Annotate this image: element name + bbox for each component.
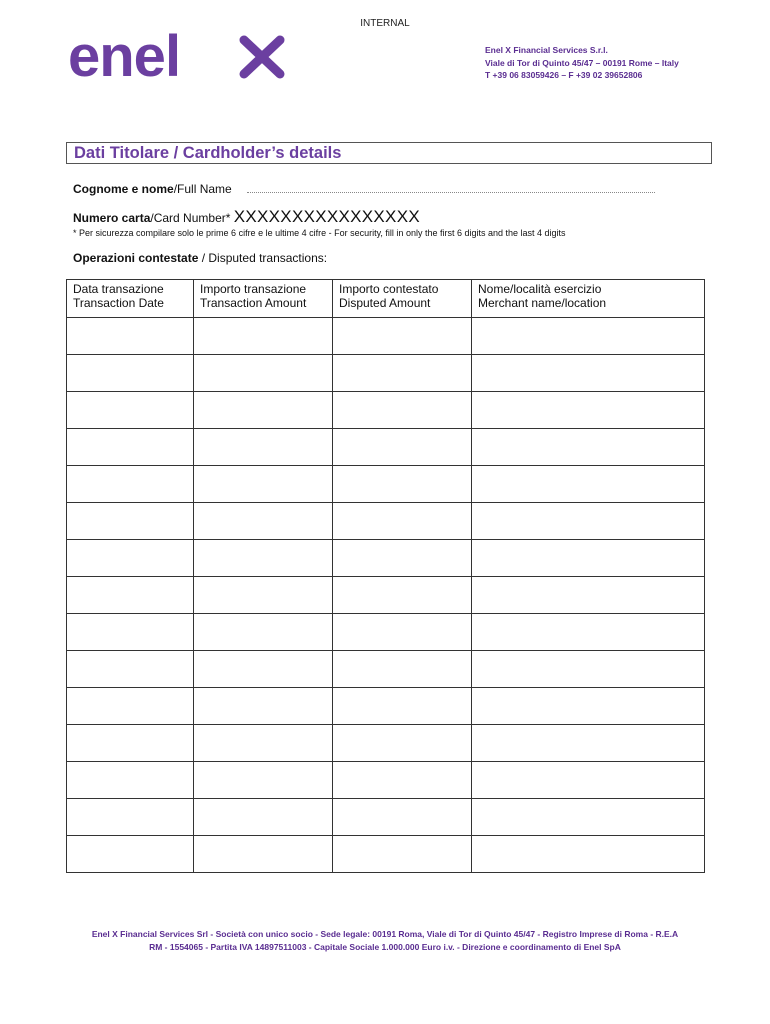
table-row bbox=[67, 614, 705, 651]
table-cell[interactable] bbox=[472, 540, 705, 577]
table-row bbox=[67, 836, 705, 873]
header-disputed-amount: Importo contestato Disputed Amount bbox=[333, 280, 472, 318]
classification-label: INTERNAL bbox=[360, 18, 410, 29]
table-cell[interactable] bbox=[472, 614, 705, 651]
table-header-row bbox=[67, 280, 705, 318]
table-cell[interactable] bbox=[67, 318, 194, 355]
table-cell[interactable] bbox=[472, 355, 705, 392]
table-cell[interactable] bbox=[194, 466, 333, 503]
ops-label-en: / Disputed transactions: bbox=[198, 251, 328, 265]
table-cell[interactable] bbox=[67, 836, 194, 873]
svg-text:enel: enel bbox=[68, 30, 181, 86]
enel-x-logo bbox=[68, 30, 288, 86]
security-note: * Per sicurezza compilare solo le prime 6 cifre e le ultime 4 cifre - For security, fill in only the first 6 digits and the last 4 digits bbox=[73, 228, 566, 238]
disputed-ops-row bbox=[73, 251, 327, 265]
table-row bbox=[67, 466, 705, 503]
table-row bbox=[67, 688, 705, 725]
table-row bbox=[67, 355, 705, 392]
table-cell[interactable] bbox=[472, 466, 705, 503]
table-cell[interactable] bbox=[333, 503, 472, 540]
table-cell[interactable] bbox=[194, 651, 333, 688]
table-cell[interactable] bbox=[67, 614, 194, 651]
footer bbox=[0, 928, 770, 954]
table-cell[interactable] bbox=[333, 540, 472, 577]
table-cell[interactable] bbox=[472, 503, 705, 540]
cardnumber-row bbox=[73, 207, 420, 227]
fullname-row bbox=[73, 181, 655, 196]
section-title: Dati Titolare / Cardholder’s details bbox=[66, 142, 712, 164]
ops-label-it: Operazioni contestate bbox=[73, 251, 199, 265]
table-cell[interactable] bbox=[333, 651, 472, 688]
table-cell[interactable] bbox=[67, 688, 194, 725]
table-cell[interactable] bbox=[472, 577, 705, 614]
table-cell[interactable] bbox=[333, 688, 472, 725]
cardnumber-label-en: /Card Number* bbox=[150, 211, 231, 225]
table-cell[interactable] bbox=[67, 725, 194, 762]
cardnumber-label-it: Numero carta bbox=[73, 211, 151, 225]
table-cell[interactable] bbox=[472, 799, 705, 836]
table-cell[interactable] bbox=[472, 725, 705, 762]
footer-line-1: Enel X Financial Services Srl - Società con unico socio - Sede legale: 00191 Roma, Viale di Tor di Quinto 45/47 - Registro Imprese di Roma - R.E.A bbox=[91, 929, 679, 939]
table-cell[interactable] bbox=[194, 503, 333, 540]
transactions-body bbox=[67, 318, 705, 873]
table-cell[interactable] bbox=[194, 540, 333, 577]
fullname-field[interactable] bbox=[247, 181, 655, 193]
table-cell[interactable] bbox=[194, 355, 333, 392]
table-cell[interactable] bbox=[67, 577, 194, 614]
table-row bbox=[67, 429, 705, 466]
table-cell[interactable] bbox=[333, 577, 472, 614]
table-cell[interactable] bbox=[472, 836, 705, 873]
table-cell[interactable] bbox=[194, 799, 333, 836]
table-cell[interactable] bbox=[472, 392, 705, 429]
table-cell[interactable] bbox=[472, 688, 705, 725]
table-row bbox=[67, 651, 705, 688]
table-cell[interactable] bbox=[333, 466, 472, 503]
company-name: Enel X Financial Services S.r.l. bbox=[485, 45, 608, 55]
table-cell[interactable] bbox=[67, 503, 194, 540]
table-cell[interactable] bbox=[472, 429, 705, 466]
table-row bbox=[67, 799, 705, 836]
table-row bbox=[67, 318, 705, 355]
table-cell[interactable] bbox=[333, 836, 472, 873]
table-cell[interactable] bbox=[67, 392, 194, 429]
table-row bbox=[67, 762, 705, 799]
table-cell[interactable] bbox=[472, 762, 705, 799]
company-phone: T +39 06 83059426 – F +39 02 39652806 bbox=[485, 70, 643, 80]
table-cell[interactable] bbox=[67, 429, 194, 466]
table-row bbox=[67, 725, 705, 762]
header-merchant: Nome/località esercizio Merchant name/location bbox=[472, 280, 705, 318]
table-cell[interactable] bbox=[194, 318, 333, 355]
table-cell[interactable] bbox=[67, 466, 194, 503]
header-transaction-amount: Importo transazione Transaction Amount bbox=[194, 280, 333, 318]
table-cell[interactable] bbox=[333, 614, 472, 651]
table-cell[interactable] bbox=[194, 392, 333, 429]
table-cell[interactable] bbox=[333, 318, 472, 355]
table-row bbox=[67, 503, 705, 540]
x-mark-icon bbox=[244, 40, 280, 74]
transactions-table bbox=[66, 279, 705, 873]
table-cell[interactable] bbox=[67, 762, 194, 799]
company-address: Viale di Tor di Quinto 45/47 – 00191 Rome – Italy bbox=[485, 57, 679, 68]
cardnumber-field[interactable]: XXXXXXXXXXXXXXXX bbox=[233, 207, 420, 226]
table-cell[interactable] bbox=[194, 836, 333, 873]
fullname-label-it: Cognome e nome bbox=[73, 182, 174, 196]
table-cell[interactable] bbox=[194, 762, 333, 799]
table-row bbox=[67, 577, 705, 614]
table-cell[interactable] bbox=[194, 429, 333, 466]
table-row bbox=[67, 540, 705, 577]
table-row bbox=[67, 392, 705, 429]
table-cell[interactable] bbox=[194, 688, 333, 725]
company-address-block bbox=[485, 44, 679, 82]
fullname-label-en: /Full Name bbox=[173, 182, 232, 196]
table-cell[interactable] bbox=[333, 762, 472, 799]
table-cell[interactable] bbox=[333, 799, 472, 836]
table-cell[interactable] bbox=[472, 651, 705, 688]
table-cell[interactable] bbox=[333, 355, 472, 392]
table-cell[interactable] bbox=[333, 392, 472, 429]
table-cell[interactable] bbox=[333, 725, 472, 762]
table-cell[interactable] bbox=[472, 318, 705, 355]
table-cell[interactable] bbox=[333, 429, 472, 466]
table-cell[interactable] bbox=[67, 799, 194, 836]
table-cell[interactable] bbox=[194, 725, 333, 762]
table-cell[interactable] bbox=[67, 651, 194, 688]
footer-line-2: RM - 1554065 - Partita IVA 14897511003 - Capitale Sociale 1.000.000 Euro i.v. - Direzione e coordinamento di Enel SpA bbox=[149, 942, 621, 952]
table-cell[interactable] bbox=[194, 577, 333, 614]
header-transaction-date: Data transazione Transaction Date bbox=[67, 280, 194, 318]
table-cell[interactable] bbox=[67, 540, 194, 577]
table-cell[interactable] bbox=[194, 614, 333, 651]
table-cell[interactable] bbox=[67, 355, 194, 392]
